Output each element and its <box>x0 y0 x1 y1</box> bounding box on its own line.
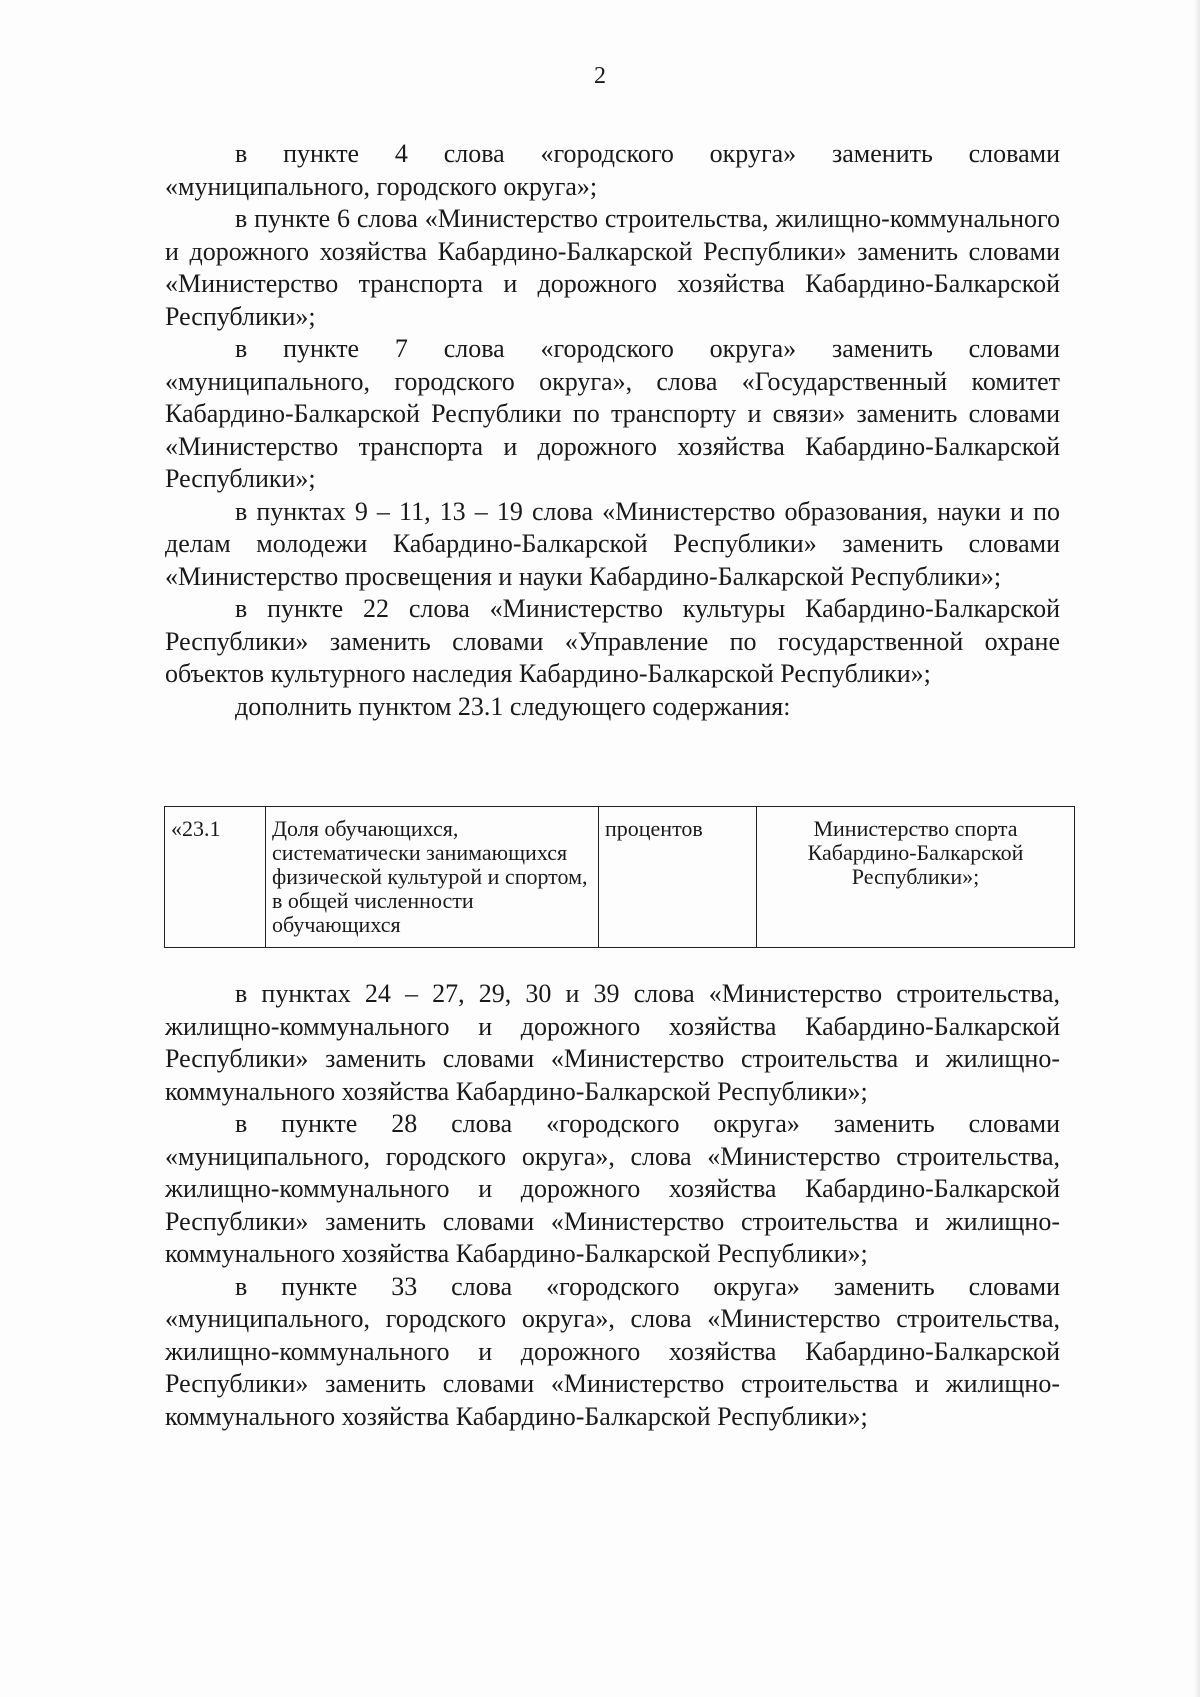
paragraph-items-24-39: в пунктах 24 – 27, 29, 30 и 39 слова «Министерство строительства, жилищно-коммунального и дорожного хозяйства Кабардино-Балкарской Республики» заменить словами «Министерство строительства и жилищно-коммунального хозяйства Кабардино-Балкарской Республики»; <box>165 979 1060 1106</box>
scan-edge-shadow <box>1194 0 1200 1697</box>
page-number: 2 <box>594 63 606 89</box>
paragraph-item-22: в пункте 22 слова «Министерство культуры Кабардино-Балкарской Республики» заменить словами «Управление по государственной охране объектов культурного наследия Кабардино-Балкарской Республики»; <box>165 594 1060 688</box>
amendments-before-table <box>165 138 1060 723</box>
table-cell-number: «23.1 <box>165 807 266 948</box>
table-row <box>165 807 1075 948</box>
paragraph-add-23-1: дополнить пунктом 23.1 следующего содержания: <box>235 691 791 721</box>
table-cell-indicator: Доля обучающихся, систематически занимающихся физической культурой и спортом, в общей численности обучающихся <box>266 807 599 948</box>
amendment-table <box>164 806 1075 948</box>
table-cell-responsible: Министерство спорта Кабардино-Балкарской Республики»; <box>757 807 1075 948</box>
paragraph-item-28: в пункте 28 слова «городского округа» заменить словами «муниципального, городского округа», слова «Министерство строительства, жилищно-коммунального и дорожного хозяйства Кабардино-Балкарской Республики» заменить словами «Министерство строительства и жилищно-коммунального хозяйства Кабардино-Балкарской Республики»; <box>165 1109 1060 1268</box>
paragraph-item-33: в пункте 33 слова «городского округа» заменить словами «муниципального, городского округа», слова «Министерство строительства, жилищно-коммунального и дорожного хозяйства Кабардино-Балкарской Республики» заменить словами «Министерство строительства и жилищно-коммунального хозяйства Кабардино-Балкарской Республики»; <box>165 1271 1060 1431</box>
paragraph-item-7: в пункте 7 слова «городского округа» заменить словами «муниципального, городского округа», слова «Государственный комитет Кабардино-Балкарской Республики по транспорту и связи» заменить словами «Министерство транспорта и дорожного хозяйства Кабардино-Балкарской Республики»; <box>165 334 1060 493</box>
paragraph-item-6: в пункте 6 слова «Министерство строительства, жилищно-коммунального и дорожного хозяйства Кабардино-Балкарской Республики» заменить словами «Министерство транспорта и дорожного хозяйства Кабардино-Балкарской Республики»; <box>165 204 1060 331</box>
paragraph-item-4: в пункте 4 слова «городского округа» заменить словами «муниципального, городского округа»; <box>165 139 1060 201</box>
paragraph-items-9-19: в пунктах 9 – 11, 13 – 19 слова «Министерство образования, науки и по делам молодежи Кабардино-Балкарской Республики» заменить словами «Министерство просвещения и науки Кабардино-Балкарской Республики»; <box>165 496 1060 591</box>
table-cell-unit: процентов <box>599 807 757 948</box>
amendments-after-table <box>165 978 1060 1433</box>
